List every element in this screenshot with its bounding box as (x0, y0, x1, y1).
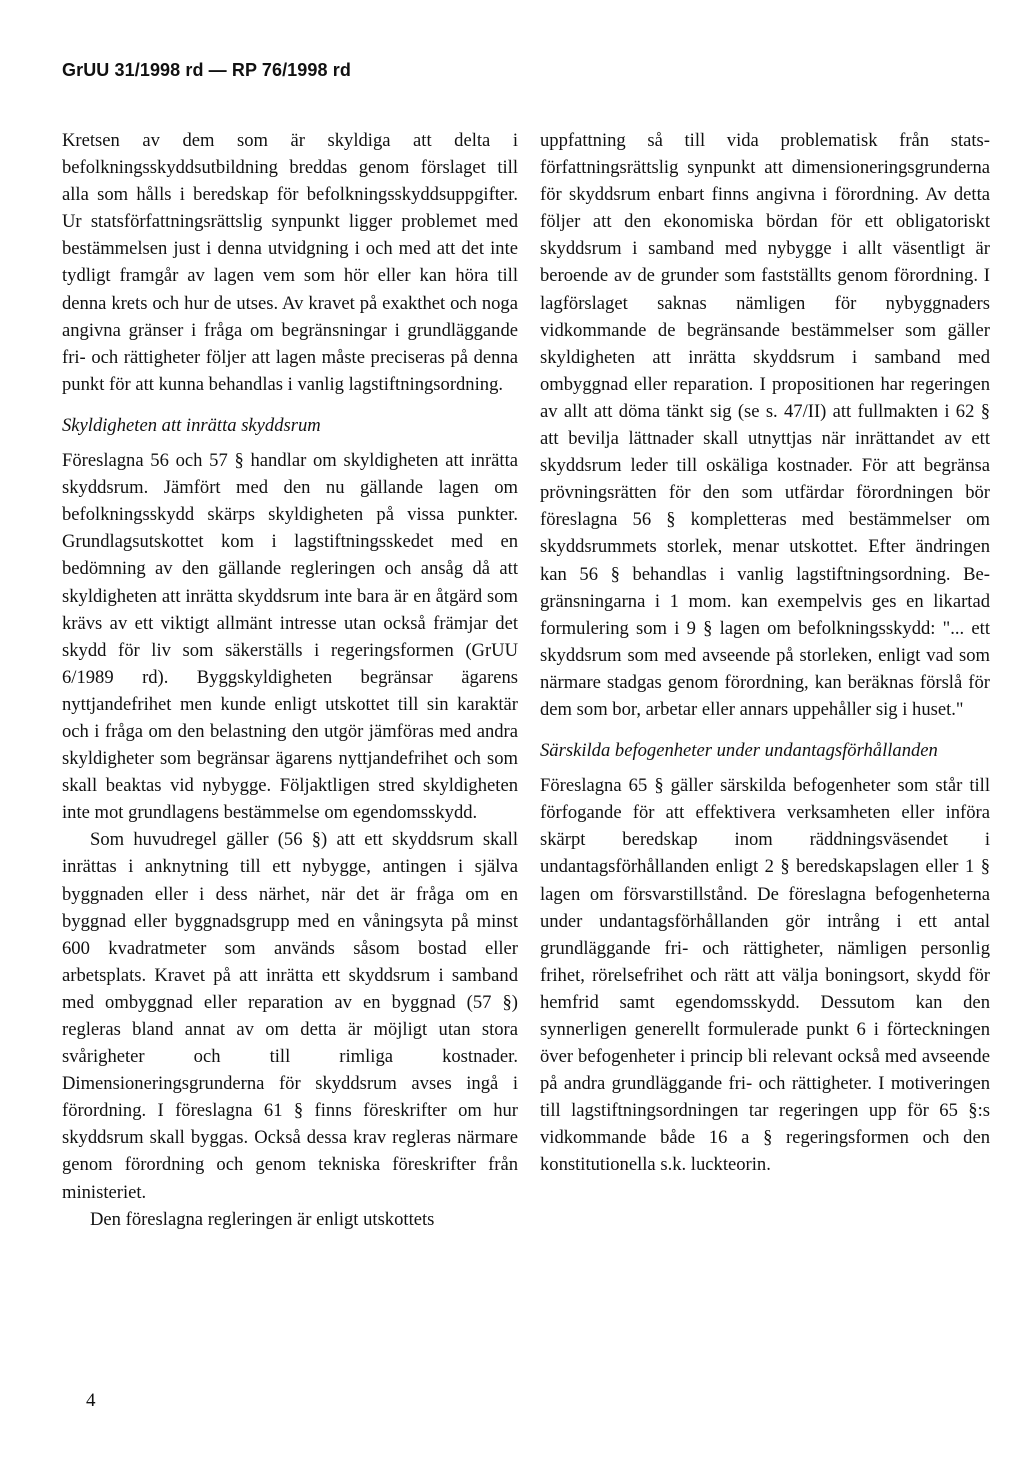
page-number: 4 (86, 1390, 96, 1411)
body-paragraph: Föreslagna 56 och 57 § handlar om skyldigheten att inrätta skyddsrum. Jämfört med den nu gällande lagen om befolkningsskydd skärps skyldigheten på vissa punkter. Grundlagsutskottet kom i lagstiftningsskedet med en bedömning av den gällande regleringen och ansåg då att skyldigheten att inrätta skyddsrum inte bara är en åtgärd som krävs av ett viktigt allmänt intresse utan också främjar det skydd för liv som säkerställs i regeringsformen (GrUU 6/1989 rd). Byggskyldigheten begränsar ägarens nyttjandefrihet men kunde enligt utskottet till sin karaktär och i fråga om den belastning den utgör jämföras med andra skyldigheter som begränsar ägarens nyttjandefrihet och som skall beaktas vid nybygge. Följaktligen stred skyldigheten inte mot grundlagens bestämmelse om egendomsskydd. (62, 450, 518, 824)
body-paragraph: Som huvudregel gäller (56 §) att ett skyddsrum skall inrättas i anknytning till ett nybygge, antingen i själva byggnaden eller i dess närhet, när det är fråga om en byggnad eller byggnadsgrupp med en våningsyta på minst 600 kvadratmeter som används såsom bostad eller arbetsplats. Kravet på att inrätta ett skyddsrum i samband med ombyggnad eller reparation av en byggnad (57 §) regleras bland annat av om detta är möjligt utan stora svårigheter och till rimliga kostnader. Dimensioneringsgrunderna för skyddsrum avses ingå i förordning. I föreslagna 61 § finns föreskrifter om hur skyddsrum skall byggas. Också dessa krav regleras närmare genom förordning och genom tekniska föreskrifter från ministeriet. (62, 829, 518, 1203)
right-column (540, 127, 990, 1179)
body-paragraph: Kretsen av dem som är skyldiga att delta i befolkningsskyddsutbildning breddas genom förslaget till alla som hålls i beredskap för befolkningsskyddsuppgifter. Ur statsförfattningsrättslig synpunkt ligger problemet med bestämmelsen just i denna utvidgning i och med att det inte tydligt framgår av lagen vem som hör eller kan höra till denna krets och hur de utses. Av kravet på exakthet och noga angivna gränser i fråga om begränsningar i grundläggande fri- och rättigheter följer att lagen måste preciseras på denna punkt för att kunna behandlas i vanlig lagstiftningsordning. (62, 130, 518, 395)
section-heading: Skyldigheten att inrätta skyddsrum (62, 414, 321, 436)
body-paragraph: Den föreslagna regleringen är enligt utskottets (90, 1208, 435, 1230)
body-paragraph: Föreslagna 65 § gäller särskilda befogenheter som står till förfogande för att effektivera verksamheten eller införa skärpt beredskap inom räddningsväsendet i undantagsförhållanden enligt 2 § beredskapslagen eller 1 § lagen om försvarstillstånd. De föreslagna befogenheterna under undantagsförhållanden gör intrång i ett antal grundläggande fri- och rättigheter, nämligen personlig frihet, rörelsefrihet och rätt att välja boningsort, skydd för hemfrid samt egendomsskydd. Dessutom kan den synnerligen generellt formulerade punkt 6 i förteckningen över befogenheter i princip bli relevant också med avseende på andra grundläggande fri- och rättigheter. I motiveringen till lagstiftningsordningen tar regeringen upp för 65 §:s vidkommande både 16 a § regeringsformen och den konstitutionella s.k. luckteorin. (540, 775, 990, 1176)
running-header: GrUU 31/1998 rd — RP 76/1998 rd (62, 60, 351, 80)
left-column (62, 127, 518, 1233)
body-paragraph: uppfattning så till vida problematisk från statsförfattningsrättslig synpunkt att dimensioneringsgrunderna för skyddsrum enbart finns angivna i förordning. Av detta följer att den ekonomiska bördan för ett obligatoriskt skyddsrum i samband med nybygge i allt väsentligt är beroende av de grunder som fastställts genom förordning. I lagförslaget saknas nämligen för nybyggnaders vidkommande de begränsande bestämmelser som gäller skyldigheten att inrätta skyddsrum i samband med ombyggnad eller reparation. I propositionen har regeringen av allt att döma tänkt sig (se s. 47/II) att fullmakten i 62 § att bevilja lättnader skall utnyttjas när inrättandet av ett skyddsrum leder till oskäliga kostnader. För att begränsa prövningsrätten för den som utfärdar förordningen bör föreslagna 56 § kompletteras med bestämmelser om skyddsrummets storlek, menar utskottet. Efter ändringen kan 56 § behandlas i vanlig lagstiftningsordning. Begränsningarna i 1 mom. kan exempelvis ges en likartad formulering som i 9 § lagen om befolkningsskydd: "... ett skyddsrum som med avseende på storleken, enligt vad som närmare stadgas genom förordning, kan beräknas förslå för dem som bor, arbetar eller annars uppehåller sig i huset." (540, 130, 990, 720)
section-heading: Särskilda befogenheter under undantagsförhållanden (540, 740, 938, 762)
